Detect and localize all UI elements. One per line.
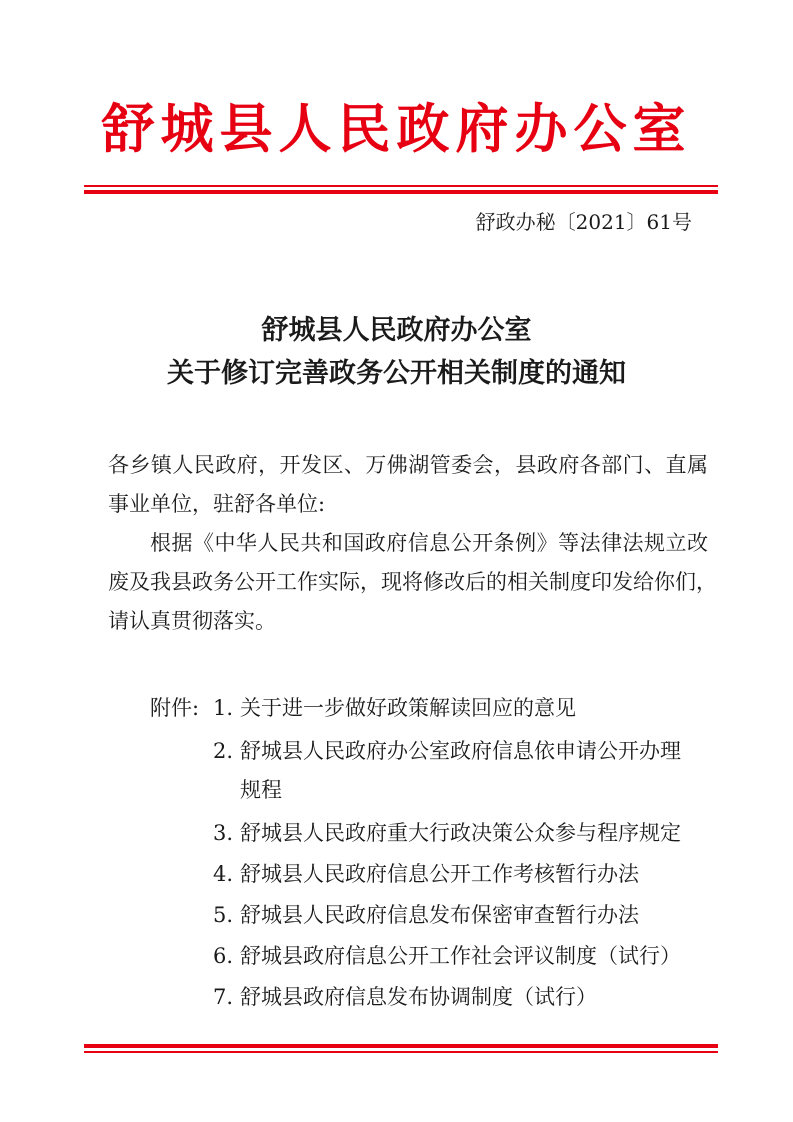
attachments-label: 附件:: [150, 696, 200, 720]
recipients-line-1: 各乡镇人民政府，开发区、万佛湖管委会，县政府各部门、直属: [108, 453, 708, 477]
recipients: [108, 446, 708, 524]
title-line-1: 舒城县人民政府办公室: [261, 315, 532, 346]
attachment-number: 3.: [213, 821, 234, 845]
attachment-number: 4.: [213, 862, 234, 886]
footer-rule-thick: [84, 1044, 718, 1048]
body-paragraph: [108, 524, 717, 641]
body-line-1: 根据《中华人民共和国政府信息公开条例》等法律法规立改: [150, 531, 708, 555]
attachment-number: 2.: [213, 739, 234, 763]
attachment-title: 舒城县人民政府办公室政府信息依申请公开办理: [240, 739, 681, 763]
attachment-title: 关于进一步做好政策解读回应的意见: [240, 696, 576, 720]
attachment-title-continued: 规程: [240, 778, 282, 802]
recipients-line-2: 事业单位，驻舒各单位:: [108, 492, 326, 516]
title-line-2: 关于修订完善政务公开相关制度的通知: [167, 358, 626, 389]
attachment-title: 舒城县政府信息公开工作社会评议制度（试行）: [240, 944, 681, 968]
attachment-number: 1.: [213, 696, 234, 720]
attachment-title: 舒城县政府信息发布协调制度（试行）: [240, 985, 597, 1009]
body-line-2: 废及我县政务公开工作实际，现将修改后的相关制度印发给你们，: [108, 570, 717, 594]
document-number: 舒政办秘〔2021〕61号: [475, 210, 692, 234]
attachment-title: 舒城县人民政府重大行政决策公众参与程序规定: [240, 821, 681, 845]
masthead-title: 舒城县人民政府办公室: [101, 98, 692, 160]
footer-rule-thin: [84, 1051, 718, 1053]
attachment-title: 舒城县人民政府信息公开工作考核暂行办法: [240, 862, 639, 886]
attachment-number: 7.: [213, 985, 234, 1009]
body-line-3: 请认真贯彻落实。: [108, 609, 276, 633]
masthead-rule-thick: [84, 190, 718, 194]
attachment-number: 6.: [213, 944, 234, 968]
attachment-title: 舒城县人民政府信息发布保密审查暂行办法: [240, 903, 639, 927]
attachment-number: 5.: [213, 903, 234, 927]
masthead-rule-thin: [84, 185, 718, 187]
